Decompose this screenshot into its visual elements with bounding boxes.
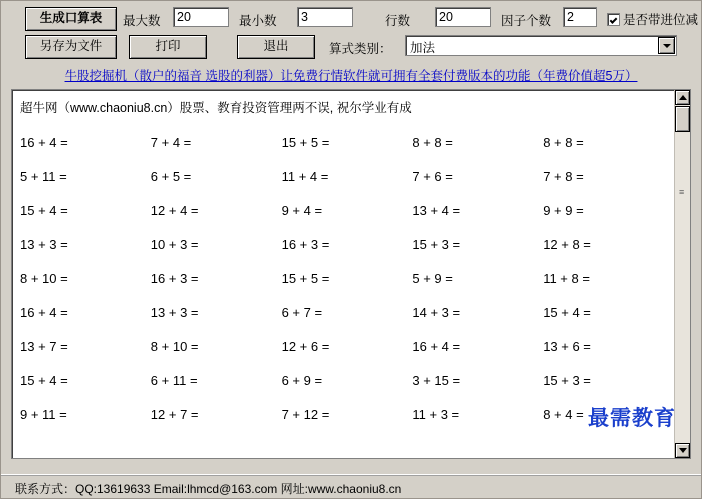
min-number-label: 最小数 bbox=[239, 14, 277, 28]
factor-count-label: 因子个数 bbox=[501, 14, 552, 28]
problem-cell: 16 + 4 = bbox=[20, 135, 68, 150]
toolbar bbox=[1, 1, 701, 63]
problem-cell: 6 + 5 = bbox=[150, 169, 192, 184]
watermark-text: 最需教育 bbox=[588, 406, 676, 430]
row-count-input[interactable]: 20 bbox=[435, 7, 491, 27]
generate-worksheet-button[interactable]: 生成口算表 bbox=[25, 7, 117, 31]
problem-cell: 5 + 9 = bbox=[412, 271, 453, 286]
problem-cell: 6 + 7 = bbox=[281, 305, 323, 320]
problem-cell: 16 + 4 = bbox=[412, 339, 461, 354]
exit-button[interactable]: 退出 bbox=[237, 35, 315, 59]
problem-cell: 3 + 15 = bbox=[412, 373, 461, 388]
problem-cell: 9 + 4 = bbox=[281, 203, 323, 218]
problem-cell: 11 + 3 = bbox=[412, 407, 460, 422]
problem-cell: 15 + 4 = bbox=[20, 203, 68, 218]
chevron-down-icon[interactable] bbox=[658, 37, 675, 54]
problem-cell: 14 + 3 = bbox=[412, 305, 461, 320]
scrollbar-marker-icon: ≡ bbox=[679, 187, 685, 197]
problem-cell: 12 + 4 = bbox=[150, 203, 199, 218]
min-number-input[interactable]: 3 bbox=[297, 7, 353, 27]
problem-cell: 12 + 8 = bbox=[543, 237, 591, 252]
problem-cell: 9 + 11 = bbox=[20, 407, 67, 422]
problem-cell: 9 + 9 = bbox=[543, 203, 584, 218]
scrollbar-thumb[interactable] bbox=[675, 106, 690, 132]
problem-cell: 8 + 8 = bbox=[412, 135, 453, 150]
carry-borrow-checkbox[interactable] bbox=[607, 10, 698, 28]
problem-cell: 7 + 6 = bbox=[412, 169, 453, 184]
worksheet-content bbox=[12, 90, 674, 458]
problem-cell: 15 + 5 = bbox=[281, 135, 330, 150]
problem-cell: 16 + 3 = bbox=[281, 237, 330, 252]
problem-cell: 16 + 3 = bbox=[150, 271, 199, 286]
formula-type-label: 算式类别： bbox=[329, 42, 392, 56]
status-divider bbox=[1, 475, 701, 476]
formula-type-select[interactable] bbox=[405, 35, 677, 56]
status-bar bbox=[1, 474, 701, 498]
problem-cell: 7 + 12 = bbox=[281, 407, 330, 422]
problem-cell: 10 + 3 = bbox=[150, 237, 199, 252]
advertisement-band bbox=[1, 63, 701, 87]
problem-cell: 13 + 3 = bbox=[20, 237, 68, 252]
problem-cell: 5 + 11 = bbox=[20, 169, 67, 184]
formula-type-value: 加法 bbox=[410, 41, 436, 55]
problem-cell: 13 + 6 = bbox=[543, 339, 591, 354]
problem-cell: 8 + 4 = bbox=[543, 407, 584, 422]
problem-cell: 15 + 3 = bbox=[543, 373, 591, 388]
max-number-label: 最大数 bbox=[123, 14, 161, 28]
problem-grid bbox=[20, 126, 674, 432]
problem-cell: 12 + 6 = bbox=[281, 339, 330, 354]
problem-cell: 11 + 8 = bbox=[543, 271, 590, 286]
advertisement-link[interactable]: 牛股挖掘机（散户的福音 选股的利器）让免费行情软件就可拥有全套付费版本的功能（年费价值超5万） bbox=[64, 69, 638, 83]
checkmark-icon bbox=[607, 13, 620, 26]
worksheet-panel[interactable] bbox=[11, 89, 691, 459]
carry-borrow-label: 是否带进位减 bbox=[623, 13, 699, 27]
problem-cell: 13 + 4 = bbox=[412, 203, 461, 218]
problem-cell: 11 + 4 = bbox=[281, 169, 329, 184]
problem-cell: 7 + 4 = bbox=[150, 135, 192, 150]
max-number-input[interactable]: 20 bbox=[173, 7, 229, 27]
problem-cell: 16 + 4 = bbox=[20, 305, 68, 320]
factor-count-input[interactable]: 2 bbox=[563, 7, 597, 27]
problem-cell: 15 + 4 = bbox=[543, 305, 591, 320]
problem-cell: 7 + 8 = bbox=[543, 169, 584, 184]
print-button[interactable]: 打印 bbox=[129, 35, 207, 59]
problem-cell: 8 + 10 = bbox=[20, 271, 68, 286]
vertical-scrollbar[interactable] bbox=[674, 90, 690, 458]
scroll-down-icon[interactable] bbox=[675, 443, 690, 458]
problem-cell: 15 + 3 = bbox=[412, 237, 461, 252]
problem-cell: 12 + 7 = bbox=[150, 407, 199, 422]
problem-cell: 13 + 3 = bbox=[150, 305, 199, 320]
worksheet-header: 超牛网（www.chaoniu8.cn）股票、教育投资管理两不误, 祝尔学业有成 bbox=[20, 101, 412, 115]
save-as-file-button[interactable]: 另存为文件 bbox=[25, 35, 117, 59]
problem-cell: 15 + 5 = bbox=[281, 271, 330, 286]
contact-info-text: 联系方式：QQ:13619633 Email:lhmcd@163.com 网址:www.chaoniu8.cn bbox=[15, 482, 402, 496]
problem-cell: 15 + 4 = bbox=[20, 373, 68, 388]
problem-cell: 8 + 10 = bbox=[150, 339, 199, 354]
row-count-label: 行数 bbox=[385, 14, 411, 28]
problem-cell: 6 + 9 = bbox=[281, 373, 323, 388]
problem-cell: 6 + 11 = bbox=[150, 373, 198, 388]
problem-cell: 8 + 8 = bbox=[543, 135, 584, 150]
scroll-up-icon[interactable] bbox=[675, 90, 690, 105]
problem-cell: 13 + 7 = bbox=[20, 339, 68, 354]
